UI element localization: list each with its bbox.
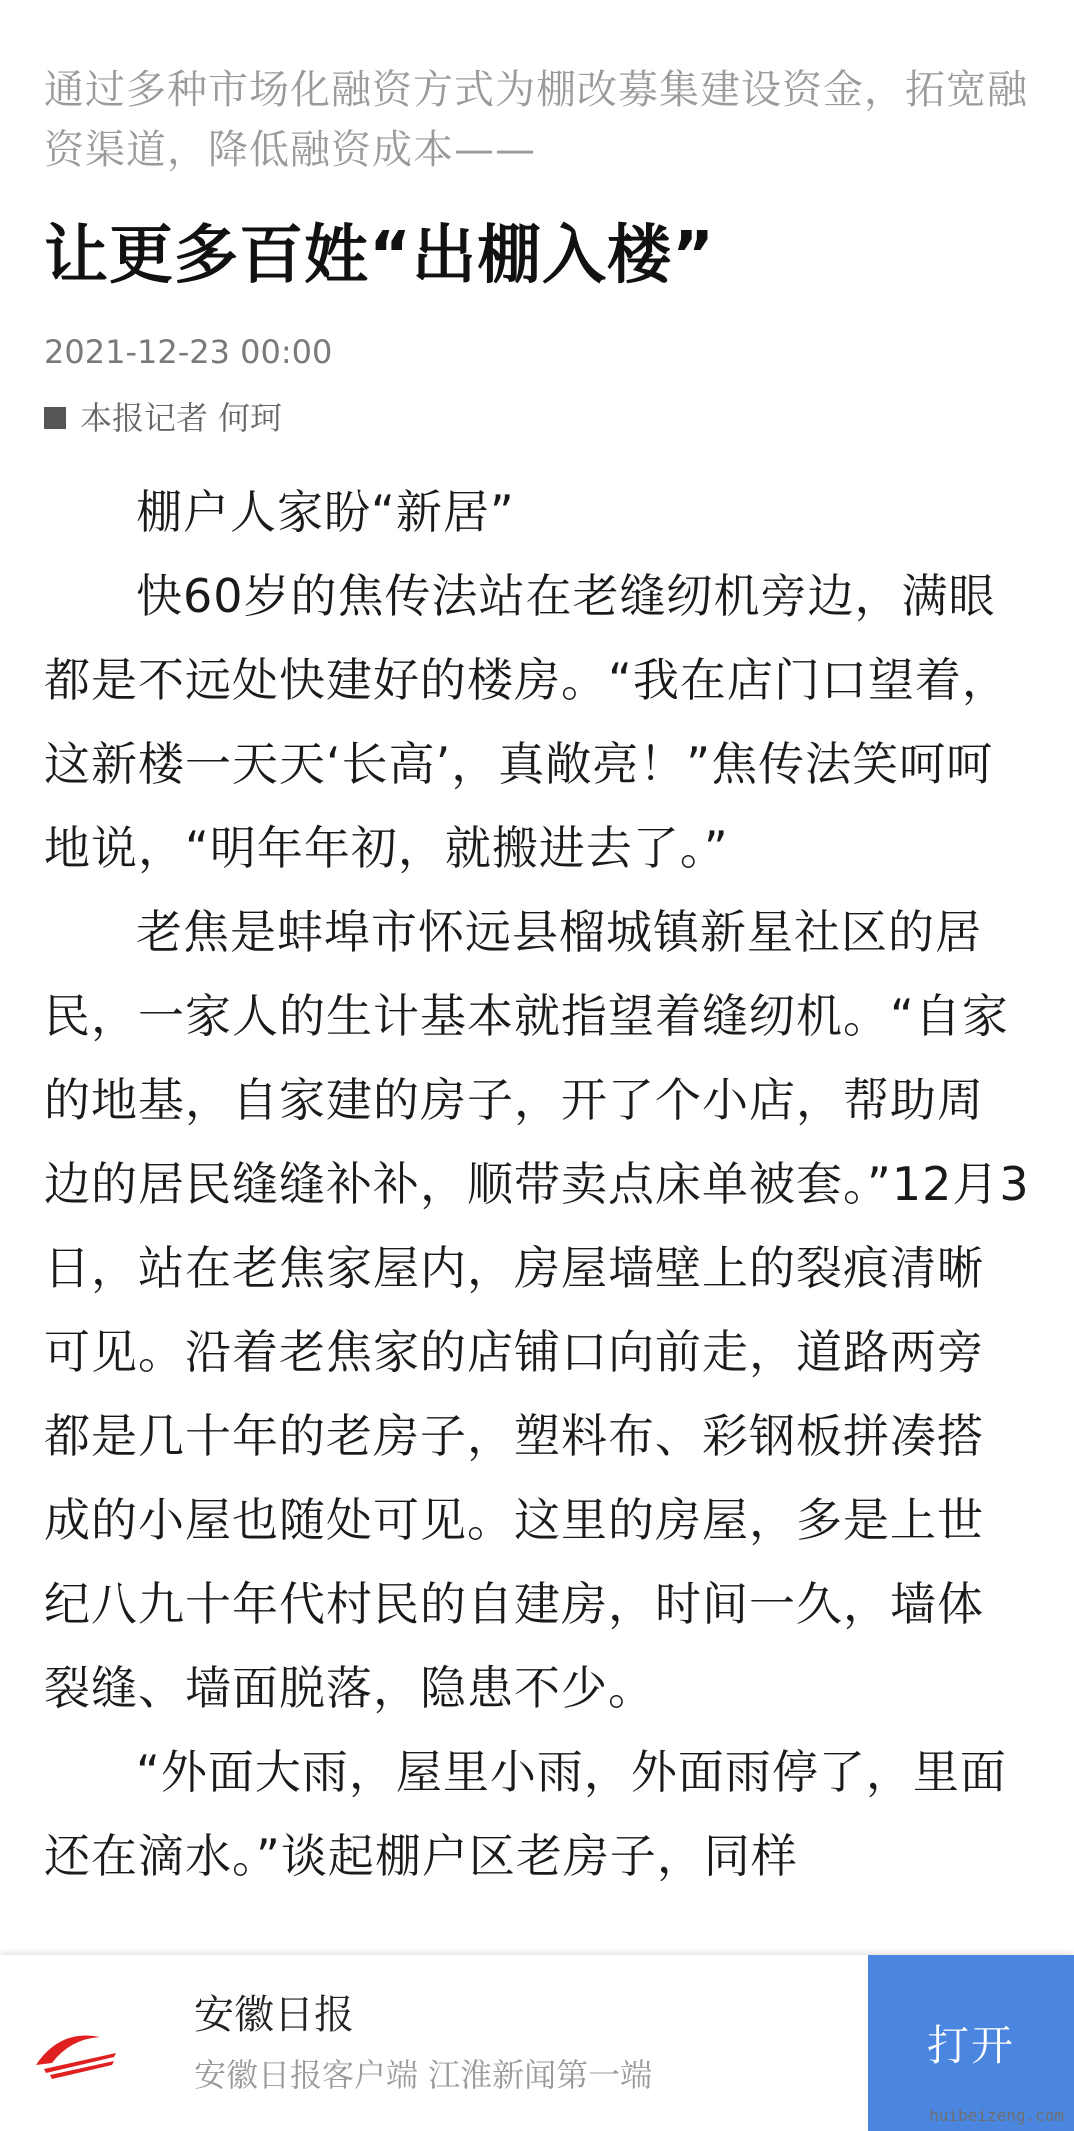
open-app-button[interactable]: 打开 (868, 1955, 1074, 2131)
anhui-daily-logo-icon (0, 1955, 150, 2131)
byline-text: 本报记者 何珂 (80, 399, 283, 437)
article-paragraph: 老焦是蚌埠市怀远县榴城镇新星社区的居民，一家人的生计基本就指望着缝纫机。“自家的地基，自家建的房子，开了个小店，帮助周边的居民缝缝补补，顺带卖点床单被套。”12月3日，站在老焦家屋内，房屋墙壁上的裂痕清晰可见。沿着老焦家的店铺口向前走，道路两旁都是几十年的老房子，塑料布、彩钢板拼凑搭成的小屋也随处可见。这里的房屋，多是上世纪八九十年代村民的自建房，时间一久，墙体裂缝、墙面脱落，隐患不少。 (44, 905, 1030, 1715)
app-info (150, 1955, 868, 2131)
article-paragraph: “外面大雨，屋里小雨，外面雨停了，里面还在滴水。”谈起棚户区老房子，同样 (44, 1745, 1007, 1883)
logo-svg (30, 2025, 120, 2081)
publish-date: 2021-12-23 00:00 (44, 333, 333, 371)
article-subheadline: 通过多种市场化融资方式为棚改募集建设资金，拓宽融资渠道，降低融资成本—— (44, 67, 1028, 173)
watermark: huibeizeng.com (929, 2106, 1064, 2125)
byline-square-icon (44, 407, 66, 429)
app-download-banner (0, 1955, 1074, 2131)
byline (44, 396, 1030, 440)
article-body (44, 470, 1030, 1898)
app-name: 安徽日报 (194, 1992, 354, 2038)
app-tagline: 安徽日报客户端 江淮新闻第一端 (194, 2056, 653, 2094)
article-paragraph: 快60岁的焦传法站在老缝纫机旁边，满眼都是不远处快建好的楼房。“我在店门口望着，这新楼一天天‘长高’，真敞亮！”焦传法笑呵呵地说，“明年年初，就搬进去了。” (44, 569, 1009, 875)
article-paragraph-section-title: 棚户人家盼“新居” (136, 485, 515, 539)
article-headline: 让更多百姓“出棚入楼” (44, 219, 716, 293)
